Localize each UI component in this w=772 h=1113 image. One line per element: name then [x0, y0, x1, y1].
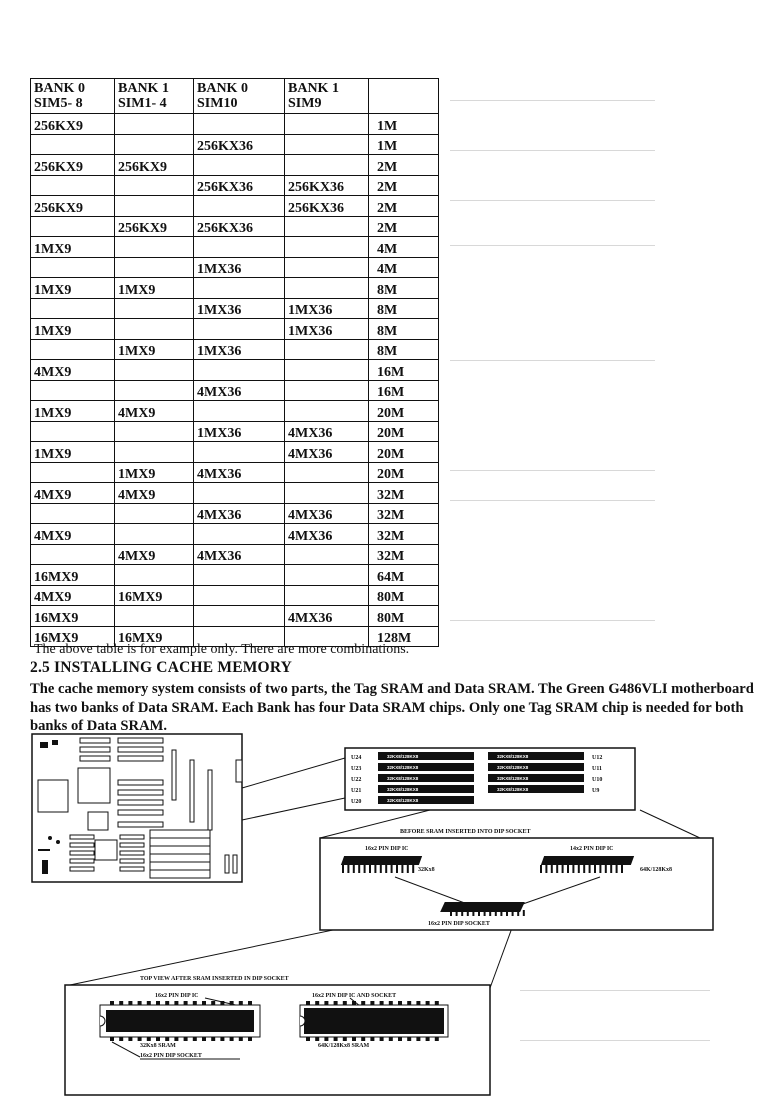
- total-size-cell: 2M: [369, 196, 439, 217]
- bank-cell: [194, 565, 285, 586]
- bank-cell: [194, 483, 285, 504]
- bank-cell: [285, 544, 369, 565]
- socket-label-left: U24: [351, 755, 362, 761]
- table-row: [31, 585, 439, 606]
- bank-cell: [285, 380, 369, 401]
- top-view-label: TOP VIEW AFTER SRAM INSERTED IN DIP SOCKET: [140, 976, 289, 982]
- bank-cell: 4MX36: [285, 442, 369, 463]
- bank-cell: 256KX9: [115, 216, 194, 237]
- bank-cell: [31, 421, 115, 442]
- bank-cell: [31, 339, 115, 360]
- bank-cell: 1MX36: [285, 298, 369, 319]
- total-size-cell: 16M: [369, 380, 439, 401]
- bank-cell: [31, 134, 115, 155]
- bank-cell: [285, 155, 369, 176]
- bank-cell: 1MX9: [115, 462, 194, 483]
- bank-cell: 16MX9: [31, 565, 115, 586]
- top-view-right-chip: [300, 1001, 448, 1041]
- table-row: [31, 606, 439, 627]
- top-socket-left-label: 16x2 PIN DIP SOCKET: [140, 1053, 202, 1059]
- bank-cell: [285, 565, 369, 586]
- total-size-cell: 32M: [369, 503, 439, 524]
- bank-cell: 1MX36: [194, 421, 285, 442]
- section-title: 2.5 INSTALLING CACHE MEMORY: [30, 659, 293, 676]
- memory-bank-table: [30, 78, 439, 647]
- table-row: [31, 380, 439, 401]
- chip-label: 32KX8/128KX8: [497, 754, 529, 759]
- table-row: [31, 544, 439, 565]
- bank-cell: 4MX9: [31, 585, 115, 606]
- total-size-cell: 20M: [369, 401, 439, 422]
- bank-cell: 1MX36: [194, 257, 285, 278]
- chip-label: 32KX8/128KX8: [387, 754, 419, 759]
- bank-cell: 16MX9: [31, 626, 115, 647]
- top-ic-left-label: 16x2 PIN DIP IC: [155, 993, 199, 999]
- bank-cell: 16MX9: [31, 606, 115, 627]
- bank-cell: 4MX36: [194, 503, 285, 524]
- total-size-cell: 32M: [369, 524, 439, 545]
- bank-cell: 256KX36: [194, 134, 285, 155]
- section-body: The cache memory system consists of two parts, the Tag SRAM and Data SRAM. The Green G486VLI motherboard has two banks of Data SRAM. Each Bank has four Data SRAM chips. Only one Tag SRAM chip is needed for both banks of Data SRAM.: [30, 681, 754, 735]
- bank-cell: [194, 360, 285, 381]
- bank-cell: 1MX9: [31, 319, 115, 340]
- total-size-cell: 8M: [369, 298, 439, 319]
- bank-cell: [194, 606, 285, 627]
- bank-cell: 256KX36: [285, 196, 369, 217]
- bank-cell: 1MX9: [31, 278, 115, 299]
- total-size-cell: 80M: [369, 606, 439, 627]
- top-sram-right-label: 64K/128Kx8 SRAM: [318, 1043, 370, 1049]
- bank-cell: [194, 114, 285, 135]
- bank-cell: [194, 237, 285, 258]
- pin-ic-left-label: 16x2 PIN DIP IC: [365, 846, 409, 852]
- bank-cell: [31, 298, 115, 319]
- total-size-cell: 64M: [369, 565, 439, 586]
- bank-cell: [31, 175, 115, 196]
- table-row: [31, 360, 439, 381]
- bank-cell: 256KX36: [194, 216, 285, 237]
- bank-cell: [31, 544, 115, 565]
- bank-cell: [285, 237, 369, 258]
- header-bank0-sim10: BANK 0 SIM10: [194, 79, 285, 114]
- table-row: [31, 216, 439, 237]
- socket-label-left: U21: [351, 788, 362, 794]
- bank-cell: 4MX9: [115, 544, 194, 565]
- bank-cell: 4MX36: [285, 524, 369, 545]
- header-total-size: [369, 79, 439, 114]
- socket-label-right: U11: [592, 766, 603, 772]
- bank-cell: [31, 216, 115, 237]
- bank-cell: 4MX36: [194, 380, 285, 401]
- table-row: [31, 524, 439, 545]
- total-size-cell: 20M: [369, 421, 439, 442]
- total-size-cell: 32M: [369, 483, 439, 504]
- bank-cell: [115, 175, 194, 196]
- table-row: [31, 339, 439, 360]
- header-bank1-sim1-4: BANK 1 SIM1- 4: [115, 79, 194, 114]
- table-row: [31, 462, 439, 483]
- chip-small-label: 32Kx8: [418, 867, 435, 873]
- bank-cell: [285, 585, 369, 606]
- bank-cell: 1MX36: [194, 298, 285, 319]
- top-view-box: [65, 976, 490, 1095]
- table-row: [31, 503, 439, 524]
- cache-installation-diagram: [0, 730, 772, 1110]
- socket-label: 16x2 PIN DIP SOCKET: [428, 921, 490, 927]
- chip-label: 32KX8/128KX8: [497, 765, 529, 770]
- total-size-cell: 1M: [369, 114, 439, 135]
- bank-cell: 4MX9: [115, 483, 194, 504]
- total-size-cell: 4M: [369, 257, 439, 278]
- bank-cell: [285, 483, 369, 504]
- bank-cell: [115, 298, 194, 319]
- total-size-cell: 80M: [369, 585, 439, 606]
- bank-cell: 4MX36: [285, 503, 369, 524]
- bank-cell: [194, 401, 285, 422]
- bank-cell: [115, 380, 194, 401]
- bank-cell: [285, 339, 369, 360]
- table-row: [31, 134, 439, 155]
- table-row: [31, 319, 439, 340]
- bank-cell: 256KX9: [31, 114, 115, 135]
- total-size-cell: 1M: [369, 134, 439, 155]
- total-size-cell: 8M: [369, 339, 439, 360]
- total-size-cell: 2M: [369, 155, 439, 176]
- bank-cell: 1MX9: [31, 442, 115, 463]
- table-row: [31, 196, 439, 217]
- bank-cell: [194, 319, 285, 340]
- table-row: [31, 257, 439, 278]
- total-size-cell: 2M: [369, 175, 439, 196]
- bank-cell: [285, 462, 369, 483]
- bank-cell: 16MX9: [115, 585, 194, 606]
- total-size-cell: 20M: [369, 462, 439, 483]
- bank-cell: [115, 237, 194, 258]
- total-size-cell: 128M: [369, 626, 439, 647]
- table-row: [31, 155, 439, 176]
- table-header-row: [31, 79, 439, 114]
- table-row: [31, 114, 439, 135]
- before-label: BEFORE SRAM INSERTED INTO DIP SOCKET: [400, 829, 531, 835]
- bank-cell: [194, 442, 285, 463]
- bank-cell: [194, 196, 285, 217]
- bank-cell: [31, 380, 115, 401]
- socket-label-right: U9: [592, 788, 600, 794]
- chip-label: 32KX8/128KX8: [387, 798, 419, 803]
- chip-label: 32KX8/128KX8: [497, 787, 529, 792]
- bank-cell: [31, 462, 115, 483]
- table-row: [31, 565, 439, 586]
- bank-cell: [285, 360, 369, 381]
- sram-socket-zoom: [345, 748, 635, 810]
- total-size-cell: 32M: [369, 544, 439, 565]
- table-note: The above table is for example only. There are more combinations.: [34, 642, 410, 657]
- bank-cell: 4MX9: [31, 360, 115, 381]
- top-ic-right-label: 16x2 PIN DIP IC AND SOCKET: [312, 993, 397, 999]
- bank-cell: 1MX9: [31, 401, 115, 422]
- chip-label: 32KX8/128KX8: [387, 765, 419, 770]
- bank-cell: 16MX9: [115, 626, 194, 647]
- socket-label-left: U22: [351, 777, 362, 783]
- bank-cell: 1MX36: [194, 339, 285, 360]
- bank-cell: [115, 442, 194, 463]
- bank-cell: 4MX9: [31, 483, 115, 504]
- bank-cell: 256KX36: [285, 175, 369, 196]
- table-row: [31, 442, 439, 463]
- bank-cell: [115, 134, 194, 155]
- pin-ic-right-label: 14x2 PIN DIP IC: [570, 846, 614, 852]
- total-size-cell: 8M: [369, 278, 439, 299]
- bank-cell: [285, 134, 369, 155]
- bank-cell: 4MX9: [115, 401, 194, 422]
- bank-cell: [31, 503, 115, 524]
- chip-large-label: 64K/128Kx8: [640, 867, 673, 873]
- socket-label-right: U10: [592, 777, 603, 783]
- bank-cell: 256KX9: [31, 155, 115, 176]
- bank-cell: [31, 257, 115, 278]
- bank-cell: [194, 524, 285, 545]
- bank-cell: [115, 503, 194, 524]
- bank-cell: [194, 278, 285, 299]
- bank-cell: [115, 421, 194, 442]
- bank-cell: [115, 606, 194, 627]
- table-row: [31, 483, 439, 504]
- before-insertion-box: [320, 829, 713, 930]
- top-view-left-chip: [100, 1001, 260, 1041]
- top-sram-left-label: 32Kx8 SRAM: [140, 1043, 176, 1049]
- bank-cell: 4MX36: [194, 544, 285, 565]
- bank-cell: [194, 155, 285, 176]
- chip-label: 32KX8/128KX8: [387, 787, 419, 792]
- chip-label: 32KX8/128KX8: [497, 776, 529, 781]
- total-size-cell: 4M: [369, 237, 439, 258]
- bank-cell: 1MX9: [31, 237, 115, 258]
- bank-cell: [115, 565, 194, 586]
- bank-cell: 4MX9: [31, 524, 115, 545]
- bank-cell: 256KX36: [194, 175, 285, 196]
- bank-cell: [285, 216, 369, 237]
- table-row: [31, 298, 439, 319]
- socket-label-left: U20: [351, 799, 362, 805]
- bank-cell: 256KX9: [115, 155, 194, 176]
- bank-cell: 1MX36: [285, 319, 369, 340]
- bank-cell: [115, 257, 194, 278]
- table-row: [31, 278, 439, 299]
- bank-cell: [285, 401, 369, 422]
- bank-cell: 1MX9: [115, 278, 194, 299]
- total-size-cell: 20M: [369, 442, 439, 463]
- bank-cell: 4MX36: [285, 606, 369, 627]
- motherboard-drawing: [32, 734, 242, 882]
- bank-cell: [285, 257, 369, 278]
- bank-cell: [115, 524, 194, 545]
- table-row: [31, 237, 439, 258]
- bank-cell: [194, 585, 285, 606]
- bank-cell: [115, 114, 194, 135]
- total-size-cell: 16M: [369, 360, 439, 381]
- bank-cell: 1MX9: [115, 339, 194, 360]
- table-row: [31, 401, 439, 422]
- bank-cell: 4MX36: [194, 462, 285, 483]
- header-bank1-sim9: BANK 1 SIM9: [285, 79, 369, 114]
- socket-label-left: U23: [351, 766, 362, 772]
- bank-cell: [115, 360, 194, 381]
- bank-cell: 256KX9: [31, 196, 115, 217]
- table-row: [31, 175, 439, 196]
- bank-cell: [285, 278, 369, 299]
- socket-label-right: U12: [592, 755, 603, 761]
- bank-cell: [115, 196, 194, 217]
- header-bank0-sim5-8: BANK 0 SIM5- 8: [31, 79, 115, 114]
- bank-cell: [115, 319, 194, 340]
- bank-cell: [285, 114, 369, 135]
- bank-cell: 4MX36: [285, 421, 369, 442]
- chip-label: 32KX8/128KX8: [387, 776, 419, 781]
- total-size-cell: 2M: [369, 216, 439, 237]
- table-row: [31, 421, 439, 442]
- total-size-cell: 8M: [369, 319, 439, 340]
